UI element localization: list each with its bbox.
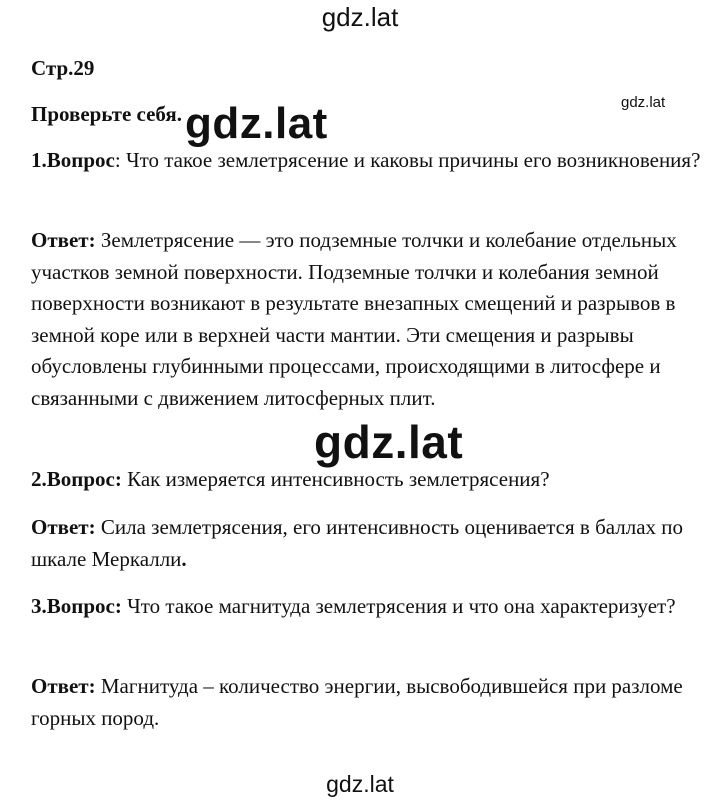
answer-1 [31, 225, 706, 414]
watermark-large-1: gdz.lat [185, 99, 328, 148]
watermark-top: gdz.lat [321, 2, 399, 32]
question-2-text: Как измеряется интенсивность землетрясения? [121, 467, 550, 491]
watermark-bottom: gdz.lat [326, 771, 394, 797]
answer-1-text: Землетрясение — это подземные толчки и колебание отдельных участков земной поверхности. Подземные толчки и колебания земной поверхности возникают в результате внезапных смещений и разрывов в земной коре или в верхней части мантии. Эти смещения и разрывы обусловлены глубинными процессами, происходящими в литосфере и связанными с движением литосферных плит. [31, 228, 677, 410]
question-1-label: 1.Вопрос [31, 148, 115, 172]
question-1-text: : Что такое землетрясение и каковы причины его возникновения? [114, 148, 701, 172]
answer-3-label: Ответ: [31, 674, 96, 698]
answer-2-text: Сила землетрясения, его интенсивность оценивается в баллах по шкале Меркалли [31, 515, 684, 571]
answer-2-label: Ответ: [31, 515, 96, 539]
question-2-label: 2.Вопрос: [31, 467, 122, 491]
answer-1-label: Ответ: [31, 228, 96, 252]
answer-3 [31, 671, 706, 734]
question-3 [31, 591, 706, 623]
question-1 [31, 145, 706, 177]
question-3-label: 3.Вопрос: [31, 594, 122, 618]
answer-2 [31, 512, 706, 575]
question-3-text: Что такое магнитуда землетрясения и что она характеризует? [121, 594, 676, 618]
section-title: Проверьте себя. [31, 102, 183, 126]
watermark-small: gdz.lat [621, 94, 666, 111]
question-2 [31, 464, 706, 496]
page-reference: Стр.29 [31, 56, 95, 80]
watermark-large-2: gdz.lat [314, 416, 464, 468]
answer-3-text: Магнитуда – количество энергии, высвободившейся при разломе горных пород. [31, 674, 683, 730]
answer-2-tail: . [181, 546, 187, 571]
